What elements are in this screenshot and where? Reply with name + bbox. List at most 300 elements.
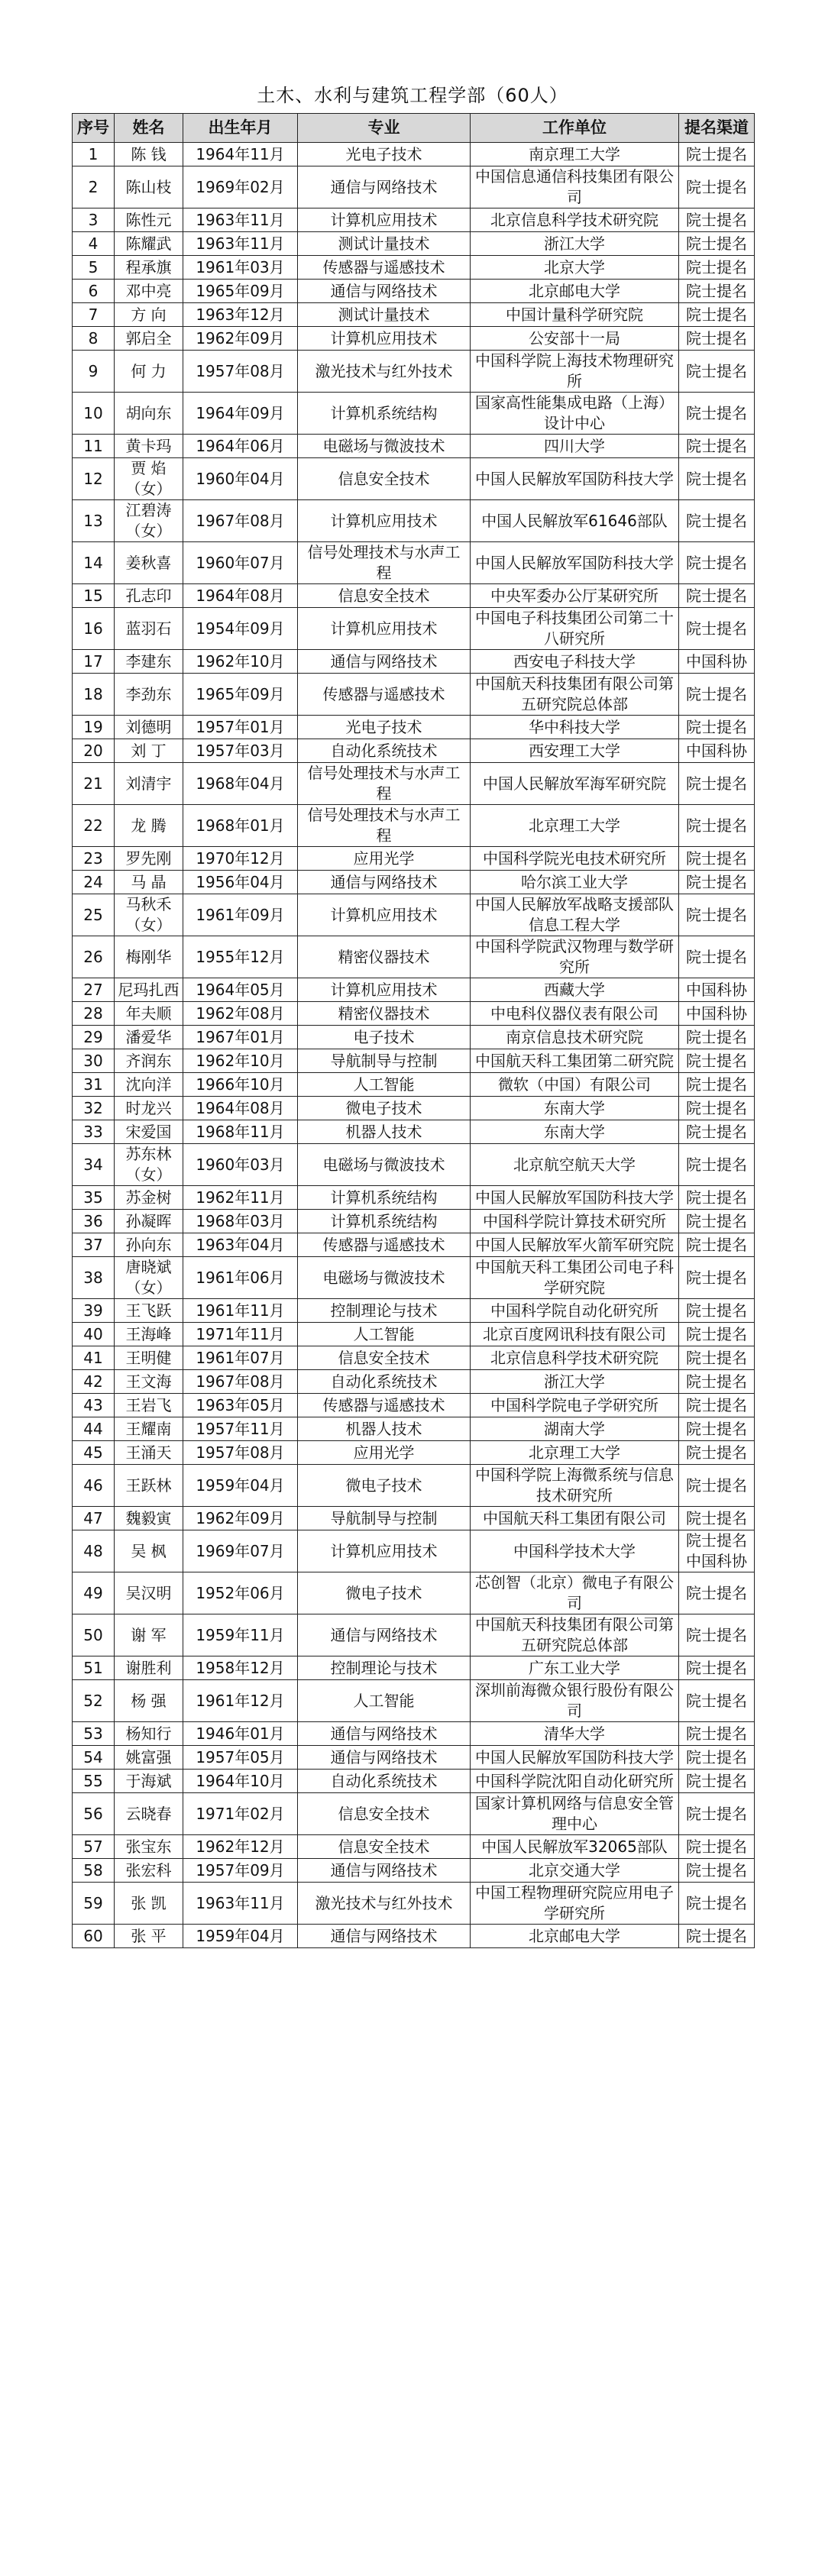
cell-index: 16 — [73, 608, 115, 650]
cell-index: 6 — [73, 280, 115, 303]
cell-workplace: 中国人民解放军海军研究院 — [471, 763, 679, 805]
cell-workplace: 中国人民解放军32065部队 — [471, 1835, 679, 1859]
cell-birth: 1967年01月 — [183, 1026, 298, 1049]
cell-major: 电磁场与微波技术 — [298, 1144, 471, 1186]
cell-name: 黄卡玛 — [115, 435, 183, 458]
table-row — [73, 1417, 755, 1441]
cell-channel: 院士提名 — [679, 542, 755, 584]
cell-birth: 1967年08月 — [183, 1370, 298, 1394]
cell-major: 计算机应用技术 — [298, 327, 471, 351]
table-row — [73, 1002, 755, 1026]
cell-index: 38 — [73, 1257, 115, 1299]
cell-name: 李劲东 — [115, 674, 183, 716]
table-row — [73, 1233, 755, 1257]
cell-name: 江碧涛（女） — [115, 500, 183, 542]
table-row — [73, 1656, 755, 1680]
cell-birth: 1946年01月 — [183, 1722, 298, 1746]
table-row — [73, 1614, 755, 1656]
cell-channel: 中国科协 — [679, 739, 755, 763]
cell-birth: 1971年02月 — [183, 1793, 298, 1835]
cell-name: 王岩飞 — [115, 1394, 183, 1417]
cell-workplace: 南京理工大学 — [471, 143, 679, 166]
cell-major: 计算机系统结构 — [298, 393, 471, 435]
cell-index: 4 — [73, 232, 115, 256]
cell-channel: 院士提名 — [679, 1120, 755, 1144]
cell-name: 陈耀武 — [115, 232, 183, 256]
cell-workplace: 中国电子科技集团公司第二十八研究所 — [471, 608, 679, 650]
cell-birth: 1967年08月 — [183, 500, 298, 542]
header-channel: 提名渠道 — [679, 114, 755, 143]
cell-channel: 院士提名 — [679, 716, 755, 739]
table-row — [73, 1073, 755, 1097]
cell-name: 尼玛扎西 — [115, 978, 183, 1002]
cell-workplace: 哈尔滨工业大学 — [471, 871, 679, 894]
table-row — [73, 1746, 755, 1770]
cell-index: 34 — [73, 1144, 115, 1186]
cell-birth: 1963年04月 — [183, 1233, 298, 1257]
cell-channel: 院士提名 — [679, 1257, 755, 1299]
cell-major: 激光技术与红外技术 — [298, 351, 471, 393]
table-row — [73, 143, 755, 166]
table-row — [73, 435, 755, 458]
cell-name: 谢胜利 — [115, 1656, 183, 1680]
cell-major: 光电子技术 — [298, 716, 471, 739]
cell-workplace: 北京邮电大学 — [471, 280, 679, 303]
table-row — [73, 166, 755, 208]
cell-birth: 1961年12月 — [183, 1680, 298, 1722]
cell-birth: 1964年11月 — [183, 143, 298, 166]
cell-workplace: 中国工程物理研究院应用电子学研究所 — [471, 1883, 679, 1925]
cell-name: 宋爱国 — [115, 1120, 183, 1144]
cell-birth: 1966年10月 — [183, 1073, 298, 1097]
cell-channel: 院士提名 — [679, 1299, 755, 1323]
cell-channel: 院士提名 — [679, 1883, 755, 1925]
cell-channel: 院士提名 — [679, 584, 755, 608]
cell-major: 自动化系统技术 — [298, 739, 471, 763]
cell-name: 陈山枝 — [115, 166, 183, 208]
cell-birth: 1959年04月 — [183, 1925, 298, 1948]
cell-name: 时龙兴 — [115, 1097, 183, 1120]
cell-workplace: 湖南大学 — [471, 1417, 679, 1441]
cell-workplace: 中国科学院电子学研究所 — [471, 1394, 679, 1417]
cell-index: 43 — [73, 1394, 115, 1417]
cell-index: 25 — [73, 894, 115, 936]
table-row — [73, 500, 755, 542]
cell-index: 21 — [73, 763, 115, 805]
cell-index: 2 — [73, 166, 115, 208]
cell-index: 40 — [73, 1323, 115, 1346]
table-body — [73, 143, 755, 1948]
cell-major: 微电子技术 — [298, 1572, 471, 1614]
cell-channel: 院士提名 — [679, 1049, 755, 1073]
cell-birth: 1962年12月 — [183, 1835, 298, 1859]
cell-name: 方 向 — [115, 303, 183, 327]
cell-workplace: 芯创智（北京）微电子有限公司 — [471, 1572, 679, 1614]
cell-channel: 院士提名 — [679, 936, 755, 978]
cell-name: 王耀南 — [115, 1417, 183, 1441]
cell-channel: 院士提名 — [679, 303, 755, 327]
cell-major: 通信与网络技术 — [298, 650, 471, 674]
cell-name: 陈 钱 — [115, 143, 183, 166]
cell-index: 35 — [73, 1186, 115, 1210]
cell-birth: 1958年12月 — [183, 1656, 298, 1680]
cell-major: 微电子技术 — [298, 1097, 471, 1120]
table-row — [73, 1770, 755, 1793]
table-row — [73, 393, 755, 435]
cell-channel: 院士提名 — [679, 805, 755, 847]
cell-name: 马 晶 — [115, 871, 183, 894]
cell-channel: 院士提名 — [679, 1073, 755, 1097]
cell-channel: 院士提名 — [679, 1746, 755, 1770]
table-row — [73, 1572, 755, 1614]
cell-channel: 院士提名 — [679, 1680, 755, 1722]
cell-channel: 院士提名 — [679, 327, 755, 351]
cell-birth: 1957年01月 — [183, 716, 298, 739]
table-row — [73, 847, 755, 871]
table-row — [73, 674, 755, 716]
cell-workplace: 中国航天科工集团第二研究院 — [471, 1049, 679, 1073]
table-row — [73, 1859, 755, 1883]
cell-channel: 院士提名 — [679, 1323, 755, 1346]
cell-channel: 院士提名 — [679, 500, 755, 542]
cell-channel: 院士提名 — [679, 208, 755, 232]
cell-name: 吴 枫 — [115, 1530, 183, 1572]
table-row — [73, 1394, 755, 1417]
cell-birth: 1963年12月 — [183, 303, 298, 327]
table-row — [73, 584, 755, 608]
cell-workplace: 中国科学院上海技术物理研究所 — [471, 351, 679, 393]
cell-workplace: 北京大学 — [471, 256, 679, 280]
nominee-table — [72, 113, 755, 1948]
cell-major: 控制理论与技术 — [298, 1656, 471, 1680]
cell-workplace: 国家计算机网络与信息安全管理中心 — [471, 1793, 679, 1835]
cell-name: 王涌天 — [115, 1441, 183, 1465]
cell-channel: 院士提名 — [679, 1614, 755, 1656]
cell-channel: 院士提名 — [679, 1507, 755, 1530]
table-row — [73, 1370, 755, 1394]
cell-birth: 1961年09月 — [183, 894, 298, 936]
cell-index: 1 — [73, 143, 115, 166]
cell-workplace: 中国航天科技集团有限公司第五研究院总体部 — [471, 674, 679, 716]
table-row — [73, 1299, 755, 1323]
cell-name: 刘 丁 — [115, 739, 183, 763]
cell-major: 传感器与遥感技术 — [298, 674, 471, 716]
cell-name: 姚富强 — [115, 1746, 183, 1770]
cell-channel: 院士提名 — [679, 1417, 755, 1441]
cell-workplace: 西安理工大学 — [471, 739, 679, 763]
cell-channel: 院士提名 — [679, 1572, 755, 1614]
cell-workplace: 北京理工大学 — [471, 805, 679, 847]
cell-index: 13 — [73, 500, 115, 542]
cell-major: 信号处理技术与水声工程 — [298, 805, 471, 847]
cell-birth: 1955年12月 — [183, 936, 298, 978]
cell-index: 30 — [73, 1049, 115, 1073]
cell-name: 王文海 — [115, 1370, 183, 1394]
cell-birth: 1968年04月 — [183, 763, 298, 805]
cell-index: 47 — [73, 1507, 115, 1530]
cell-channel: 中国科协 — [679, 978, 755, 1002]
cell-channel: 院士提名 — [679, 894, 755, 936]
cell-index: 26 — [73, 936, 115, 978]
cell-index: 18 — [73, 674, 115, 716]
cell-name: 云晓春 — [115, 1793, 183, 1835]
cell-index: 31 — [73, 1073, 115, 1097]
cell-birth: 1965年09月 — [183, 674, 298, 716]
cell-channel: 院士提名 — [679, 1097, 755, 1120]
cell-name: 刘德明 — [115, 716, 183, 739]
table-row — [73, 1097, 755, 1120]
cell-channel: 院士提名 — [679, 1394, 755, 1417]
cell-index: 46 — [73, 1465, 115, 1507]
table-row — [73, 458, 755, 500]
cell-birth: 1963年05月 — [183, 1394, 298, 1417]
cell-workplace: 中国人民解放军战略支援部队信息工程大学 — [471, 894, 679, 936]
cell-index: 3 — [73, 208, 115, 232]
cell-workplace: 北京百度网讯科技有限公司 — [471, 1323, 679, 1346]
cell-channel: 院士提名 — [679, 1656, 755, 1680]
cell-index: 20 — [73, 739, 115, 763]
cell-major: 计算机应用技术 — [298, 608, 471, 650]
cell-name: 陈性元 — [115, 208, 183, 232]
cell-workplace: 深圳前海微众银行股份有限公司 — [471, 1680, 679, 1722]
cell-workplace: 中国航天科工集团公司电子科学研究院 — [471, 1257, 679, 1299]
cell-workplace: 中国航天科技集团有限公司第五研究院总体部 — [471, 1614, 679, 1656]
cell-name: 唐晓斌（女） — [115, 1257, 183, 1299]
cell-major: 计算机应用技术 — [298, 894, 471, 936]
cell-major: 通信与网络技术 — [298, 280, 471, 303]
cell-index: 8 — [73, 327, 115, 351]
cell-major: 微电子技术 — [298, 1465, 471, 1507]
cell-name: 吴汉明 — [115, 1572, 183, 1614]
cell-index: 56 — [73, 1793, 115, 1835]
cell-birth: 1962年09月 — [183, 1507, 298, 1530]
cell-name: 杨知行 — [115, 1722, 183, 1746]
cell-index: 57 — [73, 1835, 115, 1859]
table-row — [73, 232, 755, 256]
cell-index: 10 — [73, 393, 115, 435]
cell-index: 48 — [73, 1530, 115, 1572]
cell-birth: 1957年11月 — [183, 1417, 298, 1441]
table-row — [73, 1465, 755, 1507]
cell-major: 应用光学 — [298, 1441, 471, 1465]
cell-major: 电磁场与微波技术 — [298, 1257, 471, 1299]
cell-name: 苏东林（女） — [115, 1144, 183, 1186]
cell-name: 李建东 — [115, 650, 183, 674]
cell-major: 人工智能 — [298, 1073, 471, 1097]
cell-birth: 1962年10月 — [183, 1049, 298, 1073]
cell-workplace: 东南大学 — [471, 1120, 679, 1144]
cell-major: 自动化系统技术 — [298, 1370, 471, 1394]
header-birth: 出生年月 — [183, 114, 298, 143]
table-row — [73, 351, 755, 393]
cell-major: 光电子技术 — [298, 143, 471, 166]
cell-major: 自动化系统技术 — [298, 1770, 471, 1793]
table-row — [73, 608, 755, 650]
cell-major: 控制理论与技术 — [298, 1299, 471, 1323]
cell-birth: 1961年06月 — [183, 1257, 298, 1299]
cell-channel: 院士提名 — [679, 1925, 755, 1948]
cell-channel: 院士提名 — [679, 1210, 755, 1233]
cell-major: 精密仪器技术 — [298, 936, 471, 978]
cell-birth: 1960年04月 — [183, 458, 298, 500]
cell-index: 60 — [73, 1925, 115, 1948]
cell-major: 计算机应用技术 — [298, 1530, 471, 1572]
cell-major: 信息安全技术 — [298, 1835, 471, 1859]
cell-birth: 1960年03月 — [183, 1144, 298, 1186]
cell-name: 于海斌 — [115, 1770, 183, 1793]
cell-name: 梅刚华 — [115, 936, 183, 978]
cell-major: 电子技术 — [298, 1026, 471, 1049]
cell-index: 33 — [73, 1120, 115, 1144]
cell-name: 孙向东 — [115, 1233, 183, 1257]
cell-workplace: 中国科学院光电技术研究所 — [471, 847, 679, 871]
cell-channel: 院士提名 — [679, 1770, 755, 1793]
cell-index: 24 — [73, 871, 115, 894]
cell-channel: 院士提名 — [679, 393, 755, 435]
cell-workplace: 中国人民解放军火箭军研究院 — [471, 1233, 679, 1257]
table-row — [73, 1144, 755, 1186]
cell-birth: 1960年07月 — [183, 542, 298, 584]
cell-major: 计算机应用技术 — [298, 500, 471, 542]
cell-workplace: 北京理工大学 — [471, 1441, 679, 1465]
cell-index: 51 — [73, 1656, 115, 1680]
table-row — [73, 1120, 755, 1144]
cell-channel: 中国科协 — [679, 650, 755, 674]
cell-major: 机器人技术 — [298, 1417, 471, 1441]
cell-name: 邓中亮 — [115, 280, 183, 303]
cell-index: 52 — [73, 1680, 115, 1722]
cell-index: 55 — [73, 1770, 115, 1793]
table-row — [73, 1507, 755, 1530]
cell-workplace: 东南大学 — [471, 1097, 679, 1120]
cell-channel: 院士提名 — [679, 1441, 755, 1465]
cell-major: 通信与网络技术 — [298, 1925, 471, 1948]
cell-major: 测试计量技术 — [298, 303, 471, 327]
cell-workplace: 四川大学 — [471, 435, 679, 458]
table-row — [73, 327, 755, 351]
table-header-row — [73, 114, 755, 143]
cell-channel: 院士提名 — [679, 1346, 755, 1370]
cell-workplace: 中国航天科工集团有限公司 — [471, 1507, 679, 1530]
cell-birth: 1957年08月 — [183, 1441, 298, 1465]
cell-workplace: 北京邮电大学 — [471, 1925, 679, 1948]
cell-index: 22 — [73, 805, 115, 847]
table-row — [73, 871, 755, 894]
table-row — [73, 208, 755, 232]
cell-major: 通信与网络技术 — [298, 1722, 471, 1746]
cell-name: 魏毅寅 — [115, 1507, 183, 1530]
table-row — [73, 1186, 755, 1210]
cell-workplace: 中国科学院上海微系统与信息技术研究所 — [471, 1465, 679, 1507]
cell-major: 信号处理技术与水声工程 — [298, 763, 471, 805]
cell-name: 潘爱华 — [115, 1026, 183, 1049]
cell-workplace: 微软（中国）有限公司 — [471, 1073, 679, 1097]
cell-major: 通信与网络技术 — [298, 1859, 471, 1883]
cell-birth: 1964年09月 — [183, 393, 298, 435]
cell-workplace: 北京信息科学技术研究院 — [471, 208, 679, 232]
cell-workplace: 中央军委办公厅某研究所 — [471, 584, 679, 608]
table-row — [73, 1722, 755, 1746]
cell-workplace: 中国科学院计算技术研究所 — [471, 1210, 679, 1233]
cell-birth: 1952年06月 — [183, 1572, 298, 1614]
cell-index: 14 — [73, 542, 115, 584]
table-row — [73, 1346, 755, 1370]
cell-name: 孔志印 — [115, 584, 183, 608]
cell-birth: 1957年09月 — [183, 1859, 298, 1883]
cell-channel: 院士提名 — [679, 458, 755, 500]
cell-channel: 院士提名 — [679, 1859, 755, 1883]
cell-channel: 院士提名 — [679, 608, 755, 650]
cell-birth: 1957年03月 — [183, 739, 298, 763]
cell-workplace: 公安部十一局 — [471, 327, 679, 351]
cell-channel: 中国科协 — [679, 1002, 755, 1026]
cell-major: 信息安全技术 — [298, 584, 471, 608]
table-row — [73, 1049, 755, 1073]
cell-birth: 1957年08月 — [183, 351, 298, 393]
table-row — [73, 978, 755, 1002]
cell-channel: 院士提名 — [679, 1026, 755, 1049]
cell-birth: 1964年08月 — [183, 1097, 298, 1120]
cell-birth: 1968年11月 — [183, 1120, 298, 1144]
cell-workplace: 西安电子科技大学 — [471, 650, 679, 674]
cell-birth: 1961年03月 — [183, 256, 298, 280]
cell-channel: 院士提名 — [679, 674, 755, 716]
cell-name: 张宏科 — [115, 1859, 183, 1883]
cell-index: 5 — [73, 256, 115, 280]
cell-birth: 1963年11月 — [183, 232, 298, 256]
cell-birth: 1969年07月 — [183, 1530, 298, 1572]
cell-channel: 院士提名 — [679, 1722, 755, 1746]
table-row — [73, 1210, 755, 1233]
cell-name: 程承旗 — [115, 256, 183, 280]
cell-channel: 院士提名 — [679, 1144, 755, 1186]
table-row — [73, 1793, 755, 1835]
table-row — [73, 936, 755, 978]
cell-name: 沈向洋 — [115, 1073, 183, 1097]
cell-index: 23 — [73, 847, 115, 871]
cell-workplace: 华中科技大学 — [471, 716, 679, 739]
cell-channel: 院士提名 — [679, 1793, 755, 1835]
cell-major: 人工智能 — [298, 1323, 471, 1346]
table-row — [73, 650, 755, 674]
cell-birth: 1954年09月 — [183, 608, 298, 650]
cell-channel: 院士提名 中国科协 — [679, 1530, 755, 1572]
cell-name: 孙凝晖 — [115, 1210, 183, 1233]
cell-major: 电磁场与微波技术 — [298, 435, 471, 458]
cell-major: 测试计量技术 — [298, 232, 471, 256]
cell-name: 姜秋喜 — [115, 542, 183, 584]
cell-name: 龙 腾 — [115, 805, 183, 847]
cell-name: 罗先刚 — [115, 847, 183, 871]
cell-birth: 1971年11月 — [183, 1323, 298, 1346]
cell-workplace: 中国科学技术大学 — [471, 1530, 679, 1572]
cell-birth: 1968年03月 — [183, 1210, 298, 1233]
cell-name: 胡向东 — [115, 393, 183, 435]
cell-index: 17 — [73, 650, 115, 674]
cell-name: 张 凯 — [115, 1883, 183, 1925]
cell-birth: 1962年09月 — [183, 327, 298, 351]
cell-birth: 1956年04月 — [183, 871, 298, 894]
table-row — [73, 805, 755, 847]
table-row — [73, 894, 755, 936]
table-row — [73, 303, 755, 327]
page-title: 土木、水利与建筑工程学部（60人） — [257, 85, 568, 106]
cell-name: 王海峰 — [115, 1323, 183, 1346]
cell-channel: 院士提名 — [679, 232, 755, 256]
cell-major: 信息安全技术 — [298, 1346, 471, 1370]
table-row — [73, 1835, 755, 1859]
cell-index: 9 — [73, 351, 115, 393]
